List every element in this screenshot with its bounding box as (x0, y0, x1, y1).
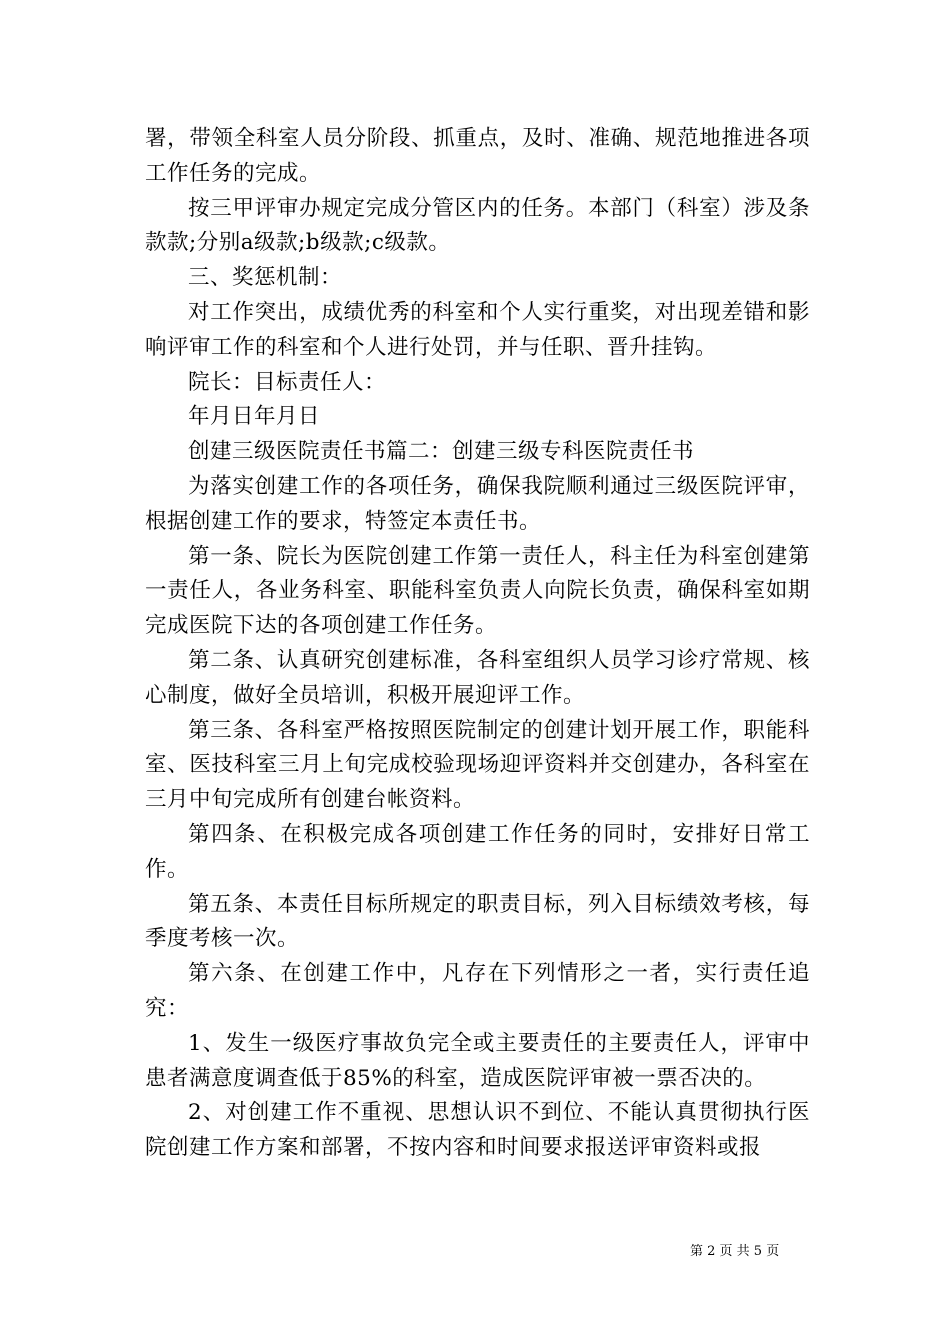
paragraph: 为落实创建工作的各项任务，确保我院顺利通过三级医院评审，根据创建工作的要求，特签定本责任书。 (145, 473, 810, 534)
article-6: 第六条、在创建工作中，凡存在下列情形之一者，实行责任追究： (145, 961, 810, 1021)
paragraph: 署，带领全科室人员分阶段、抓重点，及时、准确、规范地推进各项工作任务的完成。 (145, 126, 810, 186)
list-item-1: 1、发生一级医疗事故负完全或主要责任的主要责任人，评审中患者满意度调查低于85%的科室，造成医院评审被一票否决的。 (145, 1030, 810, 1091)
page-number: 第 2 页 共 5 页 (690, 1244, 780, 1259)
section-heading: 三、奖惩机制： (188, 265, 343, 291)
article-4: 第四条、在积极完成各项创建工作任务的同时，安排好日常工作。 (145, 821, 810, 882)
article-1: 第一条、院长为医院创建工作第一责任人，科主任为科室创建第一责任人，各业务科室、职能科室负责人向院长负责，确保科室如期完成医院下达的各项创建工作任务。 (145, 543, 810, 639)
date-line: 年月日年月日 (188, 404, 321, 430)
document-title: 创建三级医院责任书篇二：创建三级专科医院责任书 (188, 439, 695, 465)
list-item-2: 2、对创建工作不重视、思想认识不到位、不能认真贯彻执行医院创建工作方案和部署，不按内容和时间要求报送评审资料或报 (145, 1100, 810, 1161)
article-5: 第五条、本责任目标所规定的职责目标，列入目标绩效考核，每季度考核一次。 (145, 891, 810, 952)
paragraph: 对工作突出，成绩优秀的科室和个人实行重奖，对出现差错和影响评审工作的科室和个人进行处罚，并与任职、晋升挂钩。 (145, 299, 810, 360)
paragraph: 按三甲评审办规定完成分管区内的任务。本部门（科室）涉及条款款;分别a级款;b级款;c级款。 (145, 195, 810, 256)
signature-line: 院长：目标责任人： (188, 369, 387, 395)
document-body (145, 122, 810, 1166)
article-2: 第二条、认真研究创建标准，各科室组织人员学习诊疗常规、核心制度，做好全员培训，积极开展迎评工作。 (145, 647, 810, 708)
article-3: 第三条、各科室严格按照医院制定的创建计划开展工作，职能科室、医技科室三月上旬完成校验现场迎评资料并交创建办，各科室在三月中旬完成所有创建台帐资料。 (145, 717, 810, 813)
